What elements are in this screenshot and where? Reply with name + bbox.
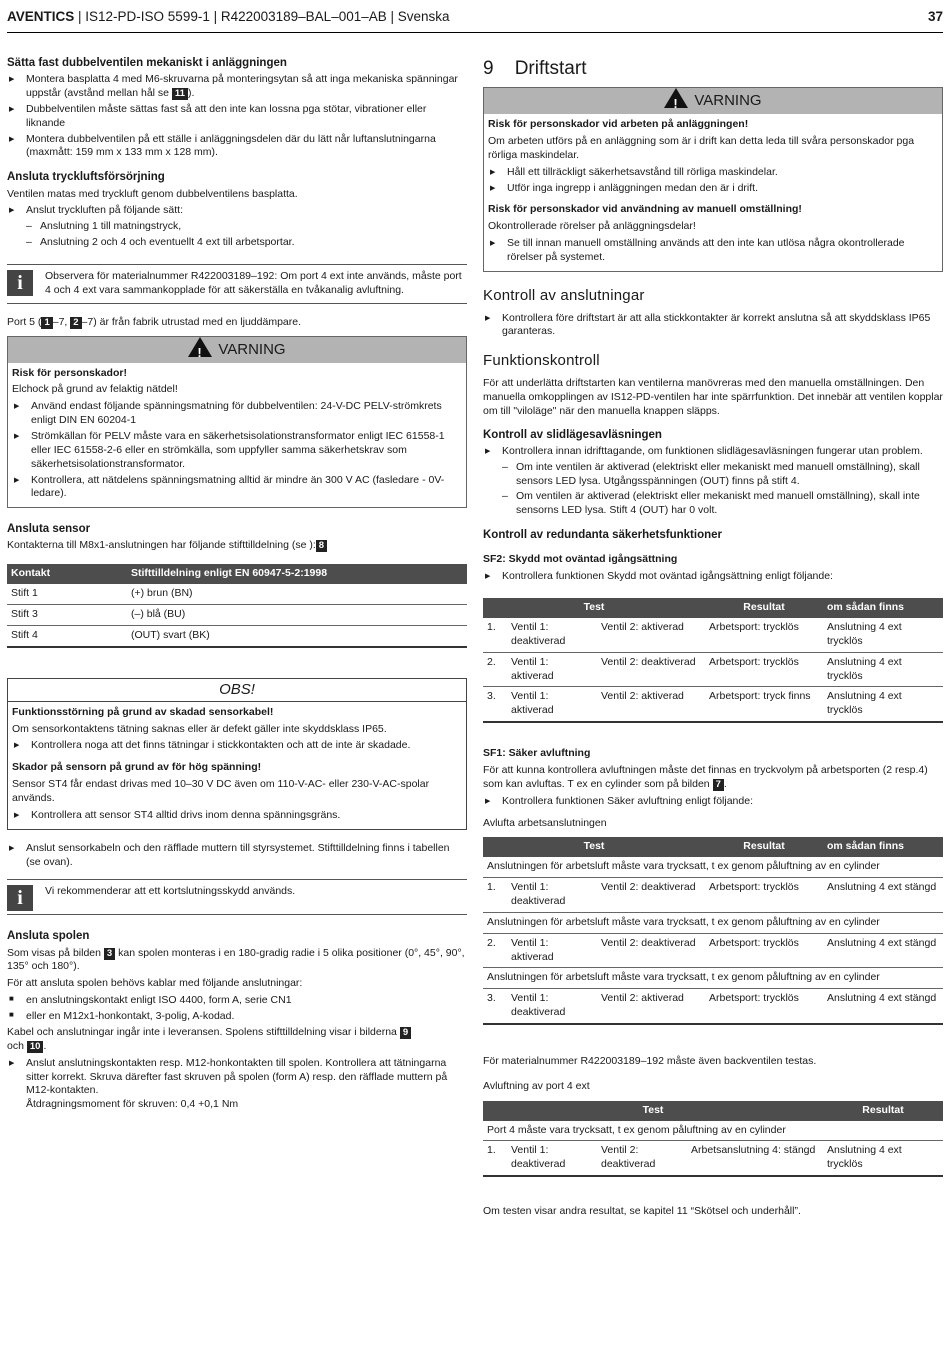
figure-ref: 10 <box>27 1041 44 1053</box>
notice-box <box>7 678 467 830</box>
risk-title: Risk för personskador! <box>12 366 127 379</box>
table-row: Stift 3 (–) blå (BU) <box>7 605 467 626</box>
column-header: Resultat <box>705 837 823 857</box>
risk-text: Okontrollerade rörelser på anläggningsdelar! <box>488 220 696 233</box>
table-row: Port 4 måste vara trycksatt, t ex genom påluftning av en cylinder <box>483 1121 943 1141</box>
list-item: ▶ Anslut anslutningskontakten resp. M12-honkontakten till spolen. Kontrollera att tätningarna sitter korrekt. Skruva därefter fast skruven på spolen (form A) resp. den räfflade muttern på M12-kontakten. Åtdragningsmoment för skruven: 0,4 +0,1 Nm <box>7 1057 467 1112</box>
notice-text: Sensor ST4 får endast drivas med 10–30 V DC även om 110-V-AC- eller 230-V-AC-spolar används. <box>12 778 430 805</box>
table-row: 2. Ventil 1: aktiverad Ventil 2: deaktiverad Arbetsport: trycklös Anslutning 4 ext stängd <box>483 933 943 968</box>
table-row: 1. Ventil 1: deaktiverad Ventil 2: deaktiverad Arbetsanslutning 4: stängd Anslutning 4 ext trycklös <box>483 1141 943 1176</box>
column-header: Test <box>483 837 705 857</box>
info-icon: i <box>7 270 33 296</box>
list-item: ▶ Montera basplatta 4 med M6-skruvarna på monteringsytan så att inga mekaniska spänningar uppstår (avstånd mellan hål se 11 ). <box>7 73 467 101</box>
sensor-text: Kontakterna till M8x1-anslutningen har följande stifttilldelning (se ): 8 <box>7 539 467 553</box>
coil-title: Ansluta spolen <box>7 930 90 943</box>
notice-header: OBS! <box>8 679 466 702</box>
coil-text: Som visas på bilden 3 kan spolen monteras i en 180-gradig radie i 5 olika positioner (0°, 45°, 90°, 135° och 180°). <box>7 946 465 973</box>
list-item: – Anslutning 1 till matningstryck, <box>7 220 467 234</box>
warning-box <box>483 87 943 272</box>
column-header: Test <box>483 1101 823 1121</box>
figure-ref: 2 <box>70 317 81 329</box>
info-note: i Observera för materialnummer R422003189–192: Om port 4 ext inte används, måste port 4 och 4 ext vara sammankopplade för att säkerställa en tvåkanalig avluftning. <box>7 264 467 304</box>
risk-title: Risk för personskador vid arbeten på anläggningen! <box>488 118 749 131</box>
sensor-table <box>7 564 467 647</box>
mount-list <box>7 73 467 160</box>
figure-ref: 7 <box>713 779 724 791</box>
column-header: om sådan finns <box>823 837 943 857</box>
warning-icon <box>188 337 212 357</box>
list-item: ▶ Kontrollera noga att det finns tätningar i stickkontakten och att de inte är skadade. <box>12 739 462 753</box>
coil-list <box>7 994 467 1024</box>
risk-cause: Elchock på grund av felaktig nätdel! <box>12 383 178 396</box>
list-item: ▶ Kontrollera före driftstart är att alla stickkontakter är korrekt anslutna så att skyddsklass IP65 garanteras. <box>483 312 943 340</box>
sensor-list <box>7 842 467 870</box>
warning-header: !VARNING <box>8 337 466 363</box>
table-row: 2. Ventil 1: aktiverad Ventil 2: deaktiverad Arbetsport: trycklös Anslutning 4 ext trycklös <box>483 652 943 687</box>
sf2-title: SF2: Skydd mot oväntad igångsättning <box>483 553 678 566</box>
list-item: – Anslutning 2 och 4 och eventuellt 4 ext till arbetsportar. <box>7 236 467 250</box>
coil-action <box>7 1057 467 1112</box>
sf1-title: SF1: Säker avluftning <box>483 747 591 760</box>
right-column <box>483 56 943 1222</box>
list-item: ▶ Se till innan manuell omställning används att den inte kan utlösa några okontrollerade rörelser på systemet. <box>488 237 938 265</box>
table-row: Stift 4 (OUT) svart (BK) <box>7 625 467 646</box>
figure-ref: 1 <box>41 317 52 329</box>
list-item: – Om ventilen är aktiverad (elektriskt eller mekaniskt med manuell omställning), skall inte sensorns LED lysa. Stift 4 (OUT) har 0 volt. <box>483 490 943 518</box>
list-item: ▶ Strömkällan för PELV måste vara en säkerhetsisolationstransformator enligt IEC 61558-1 eller IEC 61558-2-6 eller en strömkälla, som uppfyller samma säkerhetskrav som säkerhetsisolationstransformator. <box>12 430 462 472</box>
list-item: ▶ Anslut sensorkabeln och den räfflade muttern till styrsystemet. Stifttilldelning finns i tabellen (se ovan). <box>7 842 467 870</box>
table-row: Anslutningen för arbetsluft måste vara trycksatt, t ex genom påluftning av en cylinder <box>483 857 943 877</box>
info-note: i Vi rekommenderar att ett kortslutningsskydd används. <box>7 879 467 915</box>
list-item: ▶ Kontrollera, att nätdelens spänningsmatning alltid är mindre än 300 V AC (fasledare - 0V-ledare). <box>12 474 462 502</box>
header-title <box>7 8 450 26</box>
notice-title: Skador på sensorn på grund av för hög spänning! <box>12 761 262 774</box>
chapter-title: 9 Driftstart <box>483 58 587 79</box>
sensor-title: Ansluta sensor <box>7 523 91 536</box>
final-text: Om testen visar andra resultat, se kapitel 11 “Skötsel och underhåll”. <box>483 1205 801 1218</box>
list-item: ■ en anslutningskontakt enligt ISO 4400, form A, serie CN1 <box>7 994 467 1008</box>
notice-title: Funktionsstörning på grund av skadad sensorkabel! <box>12 705 274 718</box>
func-text: För att underlätta driftstarten kan ventilerna manövreras med den manuella omställningen. Den manuella omkopplingen av IS12-PD-ventilen har inte spärrfunktion. Det innebär att ventilen kopplar om till "viloläge" när den manuella knappen släpps. <box>483 377 943 417</box>
table-row: Anslutningen för arbetsluft måste vara trycksatt, t ex genom påluftning av en cylinder <box>483 912 943 933</box>
port4-label: Avluftning av port 4 ext <box>483 1079 590 1092</box>
table-row: 3. Ventil 1: deaktiverad Ventil 2: aktiverad Arbetsport: trycklös Anslutning 4 ext stängd <box>483 989 943 1024</box>
air-text: Ventilen matas med tryckluft genom dubbelventilens basplatta. <box>7 187 298 200</box>
column-header: Kontakt <box>7 564 127 584</box>
list-item: ▶ Håll ett tillräckligt säkerhetsavstånd till rörliga maskindelar. <box>488 166 938 180</box>
sf1-text: För att kunna kontrollera avluftningen måste det finnas en tryckvolym på arbetsporten (2 resp.4) som kan avluftas. T ex en cylinder som på bilden 7 . <box>483 763 928 790</box>
figure-ref: 11 <box>172 88 188 100</box>
warning-header: !VARNING <box>484 88 942 114</box>
avl-label: Avlufta arbetsanslutningen <box>483 816 607 829</box>
conn-title: Kontroll av anslutningar <box>483 286 645 304</box>
list-item: ▶ Kontrollera funktionen Säker avluftning enligt följande: <box>483 795 943 809</box>
slid-title: Kontroll av slidlägesavläsningen <box>483 428 662 441</box>
list-item: ▶ Utför inga ingrepp i anläggningen medan den är i drift. <box>488 182 938 196</box>
risk-text: Om arbeten utförs på en anläggning som är i drift kan detta leda till svåra personskador pga rörliga maskindelar. <box>488 134 915 161</box>
table-row: 1. Ventil 1: deaktiverad Ventil 2: aktiverad Arbetsport: trycklös Anslutning 4 ext trycklös <box>483 618 943 652</box>
air-list <box>7 204 467 218</box>
column-header: Resultat <box>823 1101 943 1121</box>
red-title: Kontroll av redundanta säkerhetsfunktioner <box>483 529 722 542</box>
warning-icon <box>664 88 688 108</box>
air-title: Ansluta tryckluftsförsörjning <box>7 171 165 184</box>
warning-list <box>12 400 462 501</box>
table-row: 3. Ventil 1: aktiverad Ventil 2: aktiverad Arbetsport: tryck finns Anslutning 4 ext trycklös <box>483 687 943 722</box>
warning-box <box>7 336 467 509</box>
list-item: ▶ Kontrollera att sensor ST4 alltid drivs inom denna spänningsgräns. <box>12 809 462 823</box>
column-header: Test <box>483 598 705 618</box>
column-header: Stifttilldelning enligt EN 60947-5-2:1998 <box>127 564 467 584</box>
brand: AVENTICS <box>7 9 75 24</box>
notice-text: Om sensorkontaktens tätning saknas eller är defekt gäller inte skyddsklass IP65. <box>12 722 387 735</box>
column-header: Resultat <box>705 598 823 618</box>
port4-table <box>483 1101 943 1177</box>
page-number: 37 <box>927 9 943 24</box>
table-row: Stift 1 (+) brun (BN) <box>7 584 467 604</box>
list-item: – Om inte ventilen är aktiverad (elektriskt eller mekaniskt med manuell omställning), skall sensors LED lysa. Utgångsspänningen (OUT) finns på stift 4. <box>483 461 943 489</box>
doc-id: | IS12-PD-ISO 5599-1 | R422003189–BAL–001–AB | Svenska <box>74 9 450 24</box>
back-text: För materialnummer R422003189–192 måste även backventilen testas. <box>483 1054 817 1067</box>
mount-title: Sätta fast dubbelventilen mekaniskt i anläggningen <box>7 57 287 69</box>
info-icon: i <box>7 885 33 911</box>
coil-text2: För att ansluta spolen behövs kablar med följande anslutningar: <box>7 977 303 990</box>
list-item: ▶ Montera dubbelventilen på ett ställe i anläggningsdelen där du lätt når luftanslutningarna (maxmått: 159 mm x 133 mm x 128 mm). <box>7 133 467 161</box>
list-item: ■ eller en M12x1-honkontakt, 3-polig, A-kodad. <box>7 1010 467 1024</box>
list-item: ▶ Kontrollera innan idrifttagande, om funktionen slidlägesavläsningen fungerar utan problem. <box>483 445 943 459</box>
table-row: 1. Ventil 1: deaktiverad Ventil 2: deaktiverad Arbetsport: trycklös Anslutning 4 ext stängd <box>483 878 943 913</box>
page-header <box>7 6 943 33</box>
column-header: om sådan finns <box>823 598 943 618</box>
figure-ref: 9 <box>400 1027 411 1039</box>
list-item: ▶ Anslut tryckluften på följande sätt: <box>7 204 467 218</box>
table-row: Anslutningen för arbetsluft måste vara trycksatt, t ex genom påluftning av en cylinder <box>483 968 943 989</box>
left-column <box>7 56 467 1114</box>
figure-ref: 3 <box>104 948 115 960</box>
sf1-table <box>483 837 943 1025</box>
list-item: ▶ Dubbelventilen måste sättas fast så att den inte kan lossna pga stötar, vibrationer eller liknande <box>7 103 467 131</box>
sf2-table <box>483 598 943 723</box>
coil-text3: Kabel och anslutningar ingår inte i leveransen. Spolens stifttilldelning visar i bilderna 9 och 10 . <box>7 1026 467 1054</box>
risk-title: Risk för personskador vid användning av manuell omställning! <box>488 203 802 216</box>
func-title: Funktionskontroll <box>483 352 600 370</box>
list-item: ▶ Kontrollera funktionen Skydd mot oväntad igångsättning enligt följande: <box>483 570 943 584</box>
figure-ref: 8 <box>316 540 327 552</box>
air-sublist <box>7 220 467 250</box>
port-text: Port 5 ( 1 –7, 2 –7) är från fabrik utrustad med en ljuddämpare. <box>7 315 301 328</box>
list-item: ▶ Använd endast följande spänningsmatning för dubbelventilen: 24-V-DC PELV-strömkrets enligt DIN EN 60204-1 <box>12 400 462 428</box>
